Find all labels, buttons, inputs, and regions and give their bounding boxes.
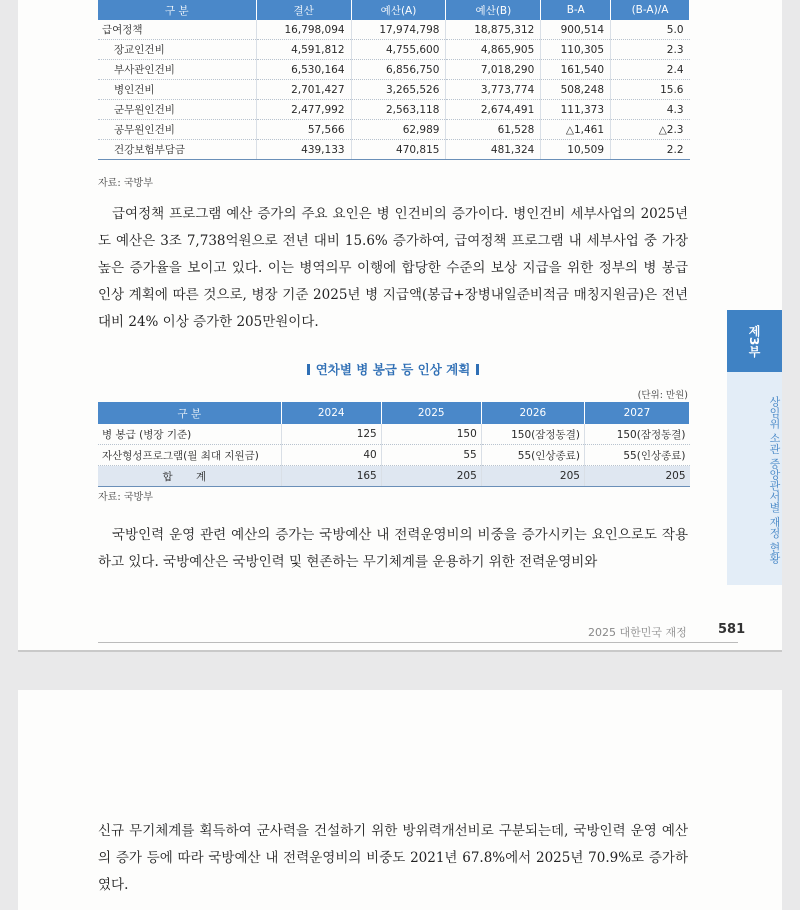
cell: 150 xyxy=(381,424,481,445)
cell: 10,509 xyxy=(541,140,611,160)
cell: 2,477,992 xyxy=(256,100,351,120)
cell: △2.3 xyxy=(611,120,690,140)
cell: 150(잠정동결) xyxy=(481,424,584,445)
title-bar-left xyxy=(307,364,310,375)
page-divider xyxy=(18,650,782,652)
cell: 55(인상종료) xyxy=(481,445,584,466)
cell: 205 xyxy=(381,466,481,487)
table-title-text: 연차별 병 봉급 등 인상 계획 xyxy=(315,362,471,377)
col-header: B-A xyxy=(541,0,611,20)
chapter-side-tab xyxy=(727,310,782,585)
chapter-label: 제3부 xyxy=(727,310,782,372)
cell: 4,755,600 xyxy=(351,40,446,60)
cell: 2.4 xyxy=(611,60,690,80)
col-header: 구 분 xyxy=(98,0,256,20)
col-header: 2024 xyxy=(281,402,381,424)
cell: 6,530,164 xyxy=(256,60,351,80)
cell: 4,591,812 xyxy=(256,40,351,60)
table-row xyxy=(98,140,690,160)
cell: 470,815 xyxy=(351,140,446,160)
page-number: 581 xyxy=(718,622,746,637)
table-row xyxy=(98,20,690,40)
col-header: 2027 xyxy=(584,402,689,424)
row-label: 병인건비 xyxy=(98,80,256,100)
table-row xyxy=(98,80,690,100)
row-label: 장교인건비 xyxy=(98,40,256,60)
cell: 205 xyxy=(584,466,689,487)
col-header: 2026 xyxy=(481,402,584,424)
body-paragraph: 신규 무기체계를 획득하여 군사력을 건설하기 위한 방위력개선비로 구분되는데, 국방인력 운영 예산의 증가 등에 따라 국방예산 내 전력운영비의 비중도 2021년 67.8%에서 2025년 70.9%로 증가하였다. xyxy=(98,823,688,893)
cell: △1,461 xyxy=(541,120,611,140)
title-bar-right xyxy=(476,364,479,375)
col-header: 예산(B) xyxy=(446,0,541,20)
row-label: 병 봉급 (병장 기준) xyxy=(98,424,281,445)
cell: 161,540 xyxy=(541,60,611,80)
table-header-row xyxy=(98,0,690,20)
body-paragraph: 국방인력 운영 관련 예산의 증가는 국방예산 내 전력운영비의 비중을 증가시키는 요인으로도 작용하고 있다. 국방예산은 국방인력 및 현존하는 무기체계를 운용하기 위한 전력운영비와 xyxy=(98,527,688,570)
cell: 3,773,774 xyxy=(446,80,541,100)
cell: 125 xyxy=(281,424,381,445)
col-header: 2025 xyxy=(381,402,481,424)
table-source: 자료: 국방부 xyxy=(98,178,153,189)
total-row xyxy=(98,466,690,487)
section-label: 상임위 소관 중앙관서별 재정 현황 xyxy=(768,396,781,564)
cell: 40 xyxy=(281,445,381,466)
row-label: 합 계 xyxy=(98,466,281,487)
table-unit: (단위: 만원) xyxy=(637,390,688,401)
footer-book-title: 2025 대한민국 재정 xyxy=(588,626,687,639)
footer-rule xyxy=(98,642,738,643)
cell: 16,798,094 xyxy=(256,20,351,40)
cell: 17,974,798 xyxy=(351,20,446,40)
cell: 508,248 xyxy=(541,80,611,100)
cell: 205 xyxy=(481,466,584,487)
table-source: 자료: 국방부 xyxy=(98,492,153,503)
cell: 439,133 xyxy=(256,140,351,160)
col-header: 결산 xyxy=(256,0,351,20)
row-label: 공무원인건비 xyxy=(98,120,256,140)
table-row xyxy=(98,120,690,140)
cell: 110,305 xyxy=(541,40,611,60)
row-label: 자산형성프로그램(월 최대 지원금) xyxy=(98,445,281,466)
cell: 4.3 xyxy=(611,100,690,120)
table-row xyxy=(98,40,690,60)
col-header: (B-A)/A xyxy=(611,0,690,20)
cell: 2,563,118 xyxy=(351,100,446,120)
table-title xyxy=(98,360,688,378)
row-label: 부사관인건비 xyxy=(98,60,256,80)
cell: 2.2 xyxy=(611,140,690,160)
cell: 150(잠정동결) xyxy=(584,424,689,445)
cell: 55 xyxy=(381,445,481,466)
row-label: 건강보험부담금 xyxy=(98,140,256,160)
body-paragraph: 급여정책 프로그램 예산 증가의 주요 요인은 병 인건비의 증가이다. 병인건비 세부사업의 2025년도 예산은 3조 7,738억원으로 전년 대비 15.6% 증가하여, 급여정책 프로그램 내 세부사업 중 가장 높은 증가율을 보이고 있다. 이는 병역의무 이행에 합당한 수준의 보상 지급을 위한 정부의 병 봉급 인상 계획에 따른 것으로, 병장 기준 2025년 병 지급액(봉급+장병내일준비적금 매칭지원금)은 전년 대비 24% 이상 증가한 205만원이다. xyxy=(98,206,688,330)
table-row xyxy=(98,445,690,466)
cell: 900,514 xyxy=(541,20,611,40)
cell: 57,566 xyxy=(256,120,351,140)
cell: 5.0 xyxy=(611,20,690,40)
cell: 15.6 xyxy=(611,80,690,100)
table-header-row xyxy=(98,402,690,424)
cell: 2.3 xyxy=(611,40,690,60)
table-row xyxy=(98,424,690,445)
cell: 55(인상종료) xyxy=(584,445,689,466)
cell: 18,875,312 xyxy=(446,20,541,40)
cell: 165 xyxy=(281,466,381,487)
cell: 7,018,290 xyxy=(446,60,541,80)
cell: 111,373 xyxy=(541,100,611,120)
cell: 2,701,427 xyxy=(256,80,351,100)
cell: 6,856,750 xyxy=(351,60,446,80)
table-row xyxy=(98,100,690,120)
table-row xyxy=(98,60,690,80)
cell: 3,265,526 xyxy=(351,80,446,100)
cell: 2,674,491 xyxy=(446,100,541,120)
cell: 4,865,905 xyxy=(446,40,541,60)
cell: 61,528 xyxy=(446,120,541,140)
cell: 481,324 xyxy=(446,140,541,160)
soldier-pay-plan-table xyxy=(98,402,690,487)
row-label: 군무원인건비 xyxy=(98,100,256,120)
col-header: 예산(A) xyxy=(351,0,446,20)
col-header: 구 분 xyxy=(98,402,281,424)
row-label: 급여정책 xyxy=(98,20,256,40)
cell: 62,989 xyxy=(351,120,446,140)
salary-budget-table xyxy=(98,0,690,160)
